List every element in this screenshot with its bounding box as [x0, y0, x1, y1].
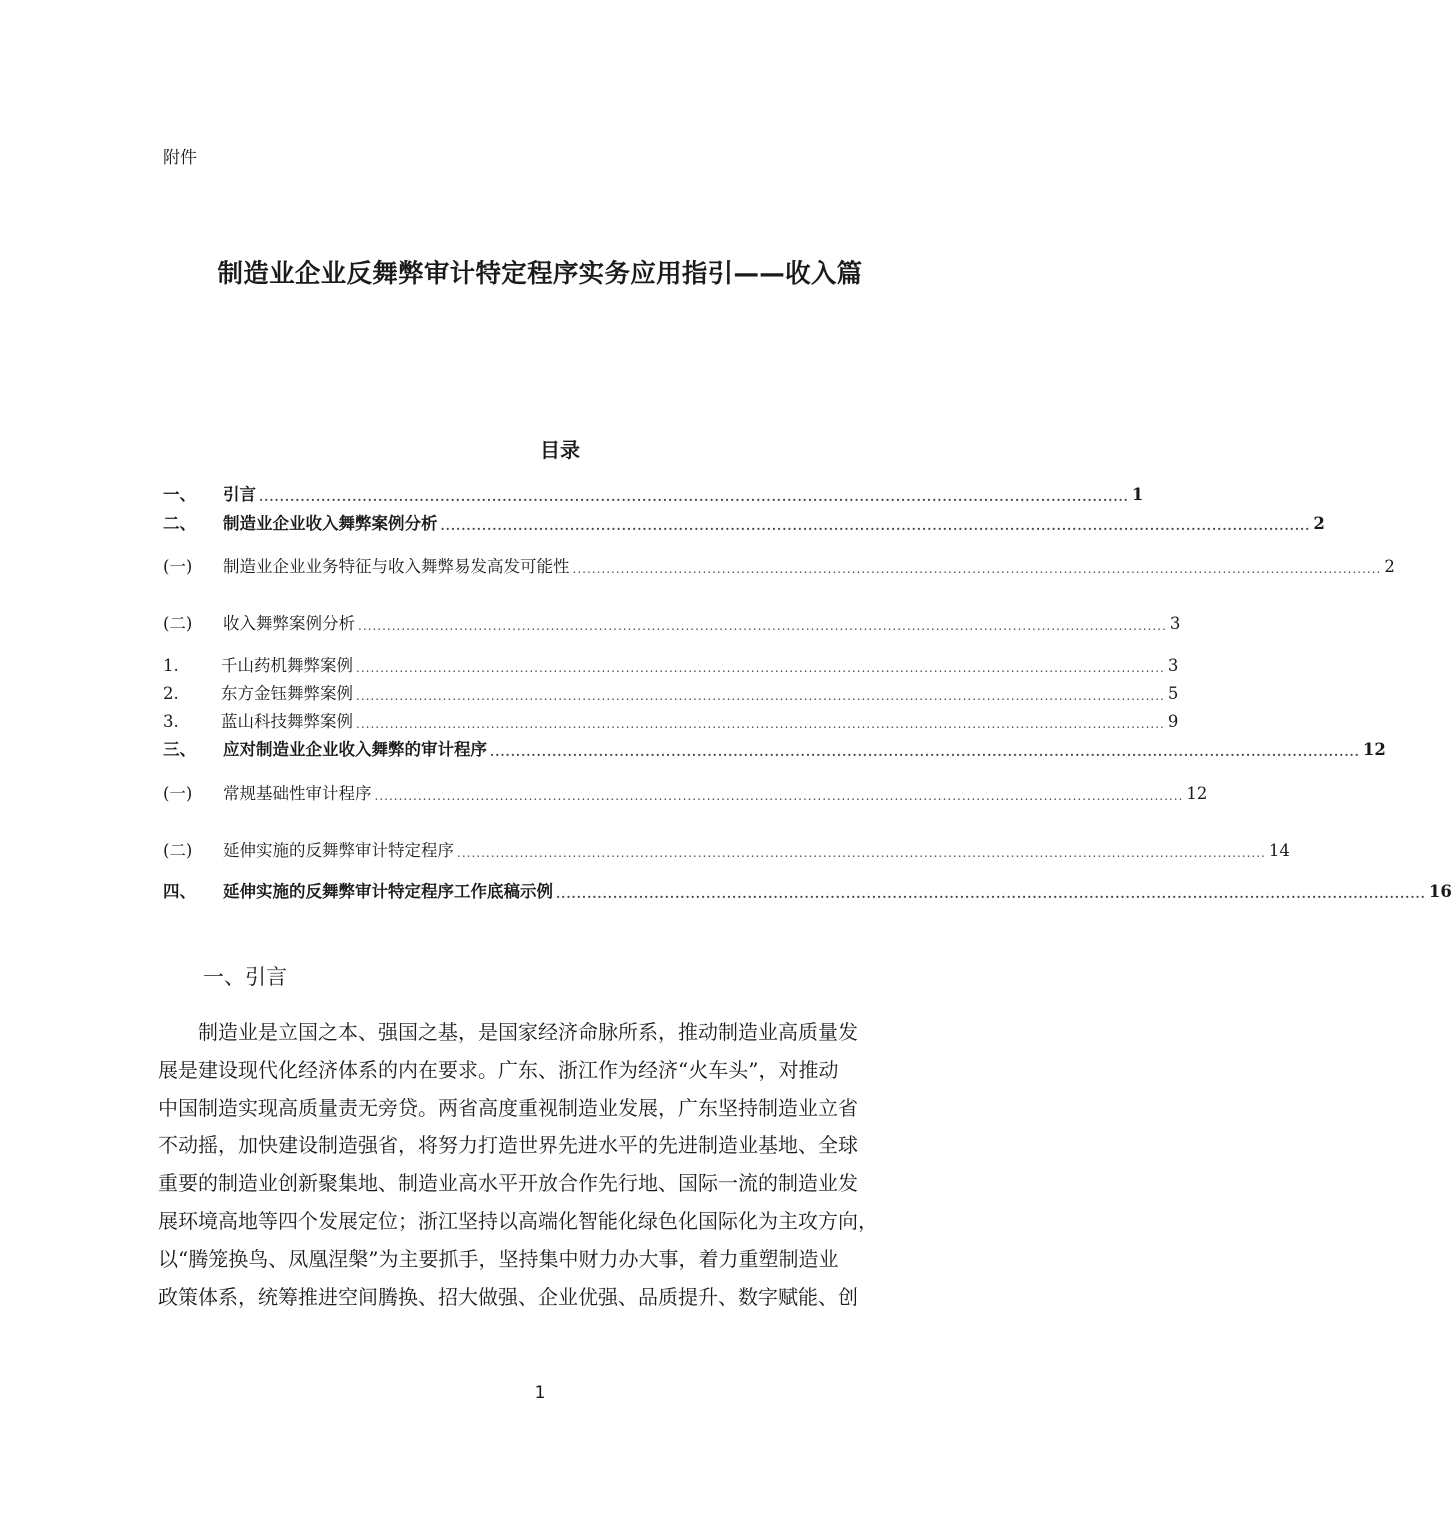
- attachment-label: 附件: [163, 148, 197, 168]
- toc-entry-number: 四、: [163, 882, 196, 901]
- toc-entry-number: 三、: [163, 740, 196, 759]
- toc-entry-page: 2: [1384, 557, 1395, 576]
- toc-entry-page: 5: [1167, 684, 1179, 703]
- toc-entry[interactable]: [163, 710, 1179, 734]
- paragraph-line: 展是建设现代化经济体系的内在要求。广东、浙江作为经济“火车头”，对推动: [158, 1057, 839, 1082]
- toc-entry-number: 二、: [163, 514, 196, 533]
- toc-entry[interactable]: [163, 612, 1181, 636]
- toc-dot-leader: ........................................................................................................................................................................: [356, 717, 1165, 731]
- toc-entry-page: 14: [1268, 841, 1290, 860]
- toc-entry[interactable]: [163, 555, 1395, 579]
- toc-dot-leader: ........................................................................................................................................................................: [457, 846, 1266, 860]
- page-number: 1: [534, 1383, 546, 1403]
- toc-dot-leader: ........................................................................................................................................................................: [556, 887, 1426, 901]
- paragraph-line: 展环境高地等四个发展定位；浙江坚持以高端化智能化绿色化国际化为主攻方向，: [158, 1208, 878, 1233]
- toc-entry-number: 一、: [163, 485, 196, 504]
- paragraph-line: 政策体系，统筹推进空间腾换、招大做强、企业优强、品质提升、数字赋能、创: [158, 1284, 858, 1309]
- document-title: 制造业企业反舞弊审计特定程序实务应用指引——收入篇: [217, 259, 863, 289]
- paragraph-line: 不动摇，加快建设制造强省，将努力打造世界先进水平的先进制造业基地、全球: [158, 1133, 858, 1158]
- toc-dot-leader: ........................................................................................................................................................................: [358, 619, 1167, 633]
- toc-dot-leader: ........................................................................................................................................................................: [490, 745, 1360, 759]
- toc-entry-label: 常规基础性审计程序: [223, 784, 372, 803]
- toc-dot-leader: ........................................................................................................................................................................: [356, 689, 1165, 703]
- toc-dot-leader: ........................................................................................................................................................................: [572, 562, 1382, 576]
- paragraph-line: 中国制造实现高质量责无旁贷。两省高度重视制造业发展，广东坚持制造业立省: [158, 1095, 858, 1120]
- toc-entry[interactable]: [163, 682, 1179, 706]
- toc-entry[interactable]: [163, 782, 1208, 806]
- toc-entry-label: 千山药机舞弊案例: [221, 656, 353, 675]
- toc-heading: 目录: [540, 438, 580, 462]
- toc-entry-label: 蓝山科技舞弊案例: [221, 712, 353, 731]
- toc-entry-label: 延伸实施的反舞弊审计特定程序: [223, 841, 454, 860]
- toc-dot-leader: ........................................................................................................................................................................: [440, 519, 1311, 533]
- toc-entry-page: 9: [1167, 712, 1179, 731]
- toc-entry-number: (二): [163, 841, 193, 860]
- toc-entry-number: 3.: [163, 712, 179, 731]
- toc-entry-number: (一): [163, 557, 193, 576]
- toc-dot-leader: ........................................................................................................................................................................: [374, 789, 1184, 803]
- body-paragraph: [158, 1014, 920, 1316]
- toc-entry-label: 制造业企业收入舞弊案例分析: [223, 514, 438, 533]
- toc-entry-label: 引言: [223, 485, 256, 504]
- toc-entry[interactable]: [163, 839, 1290, 863]
- toc-entry-page: 1: [1131, 485, 1144, 504]
- paragraph-line: 以“腾笼换鸟、凤凰涅槃”为主要抓手，坚持集中财力办大事，着力重塑制造业: [158, 1246, 839, 1271]
- paragraph-line: 制造业是立国之本、强国之基，是国家经济命脉所系，推动制造业高质量发: [198, 1020, 858, 1044]
- toc-entry-label: 制造业企业业务特征与收入舞弊易发高发可能性: [223, 557, 570, 576]
- toc-entry-number: (二): [163, 614, 193, 633]
- toc-entry-page: 12: [1362, 740, 1386, 759]
- toc-entry-number: 2.: [163, 684, 179, 703]
- toc-entry[interactable]: [163, 738, 1386, 762]
- toc-entry-label: 东方金钰舞弊案例: [221, 684, 353, 703]
- toc-entry-page: 3: [1169, 614, 1181, 633]
- toc-entry-page: 2: [1313, 514, 1325, 533]
- toc-entry-label: 延伸实施的反舞弊审计特定程序工作底稿示例: [223, 882, 553, 901]
- toc-entry-page: 16: [1428, 882, 1452, 901]
- toc-entry-number: 1.: [163, 656, 179, 675]
- toc-entry-page: 3: [1167, 656, 1179, 675]
- toc-dot-leader: ........................................................................................................................................................................: [356, 661, 1165, 675]
- toc-dot-leader: ........................................................................................................................................................................: [259, 490, 1129, 504]
- section-heading: 一、引言: [203, 965, 287, 989]
- toc-entry-page: 12: [1186, 784, 1208, 803]
- toc-entry[interactable]: [163, 880, 1452, 904]
- paragraph-line: 重要的制造业创新聚集地、制造业高水平开放合作先行地、国际一流的制造业发: [158, 1171, 858, 1196]
- toc-entry[interactable]: [163, 483, 1144, 507]
- toc-entry-label: 收入舞弊案例分析: [223, 614, 355, 633]
- toc-entry-label: 应对制造业企业收入舞弊的审计程序: [223, 740, 487, 759]
- toc-entry-number: (一): [163, 784, 193, 803]
- toc-entry[interactable]: [163, 654, 1179, 678]
- toc-entry[interactable]: [163, 512, 1325, 536]
